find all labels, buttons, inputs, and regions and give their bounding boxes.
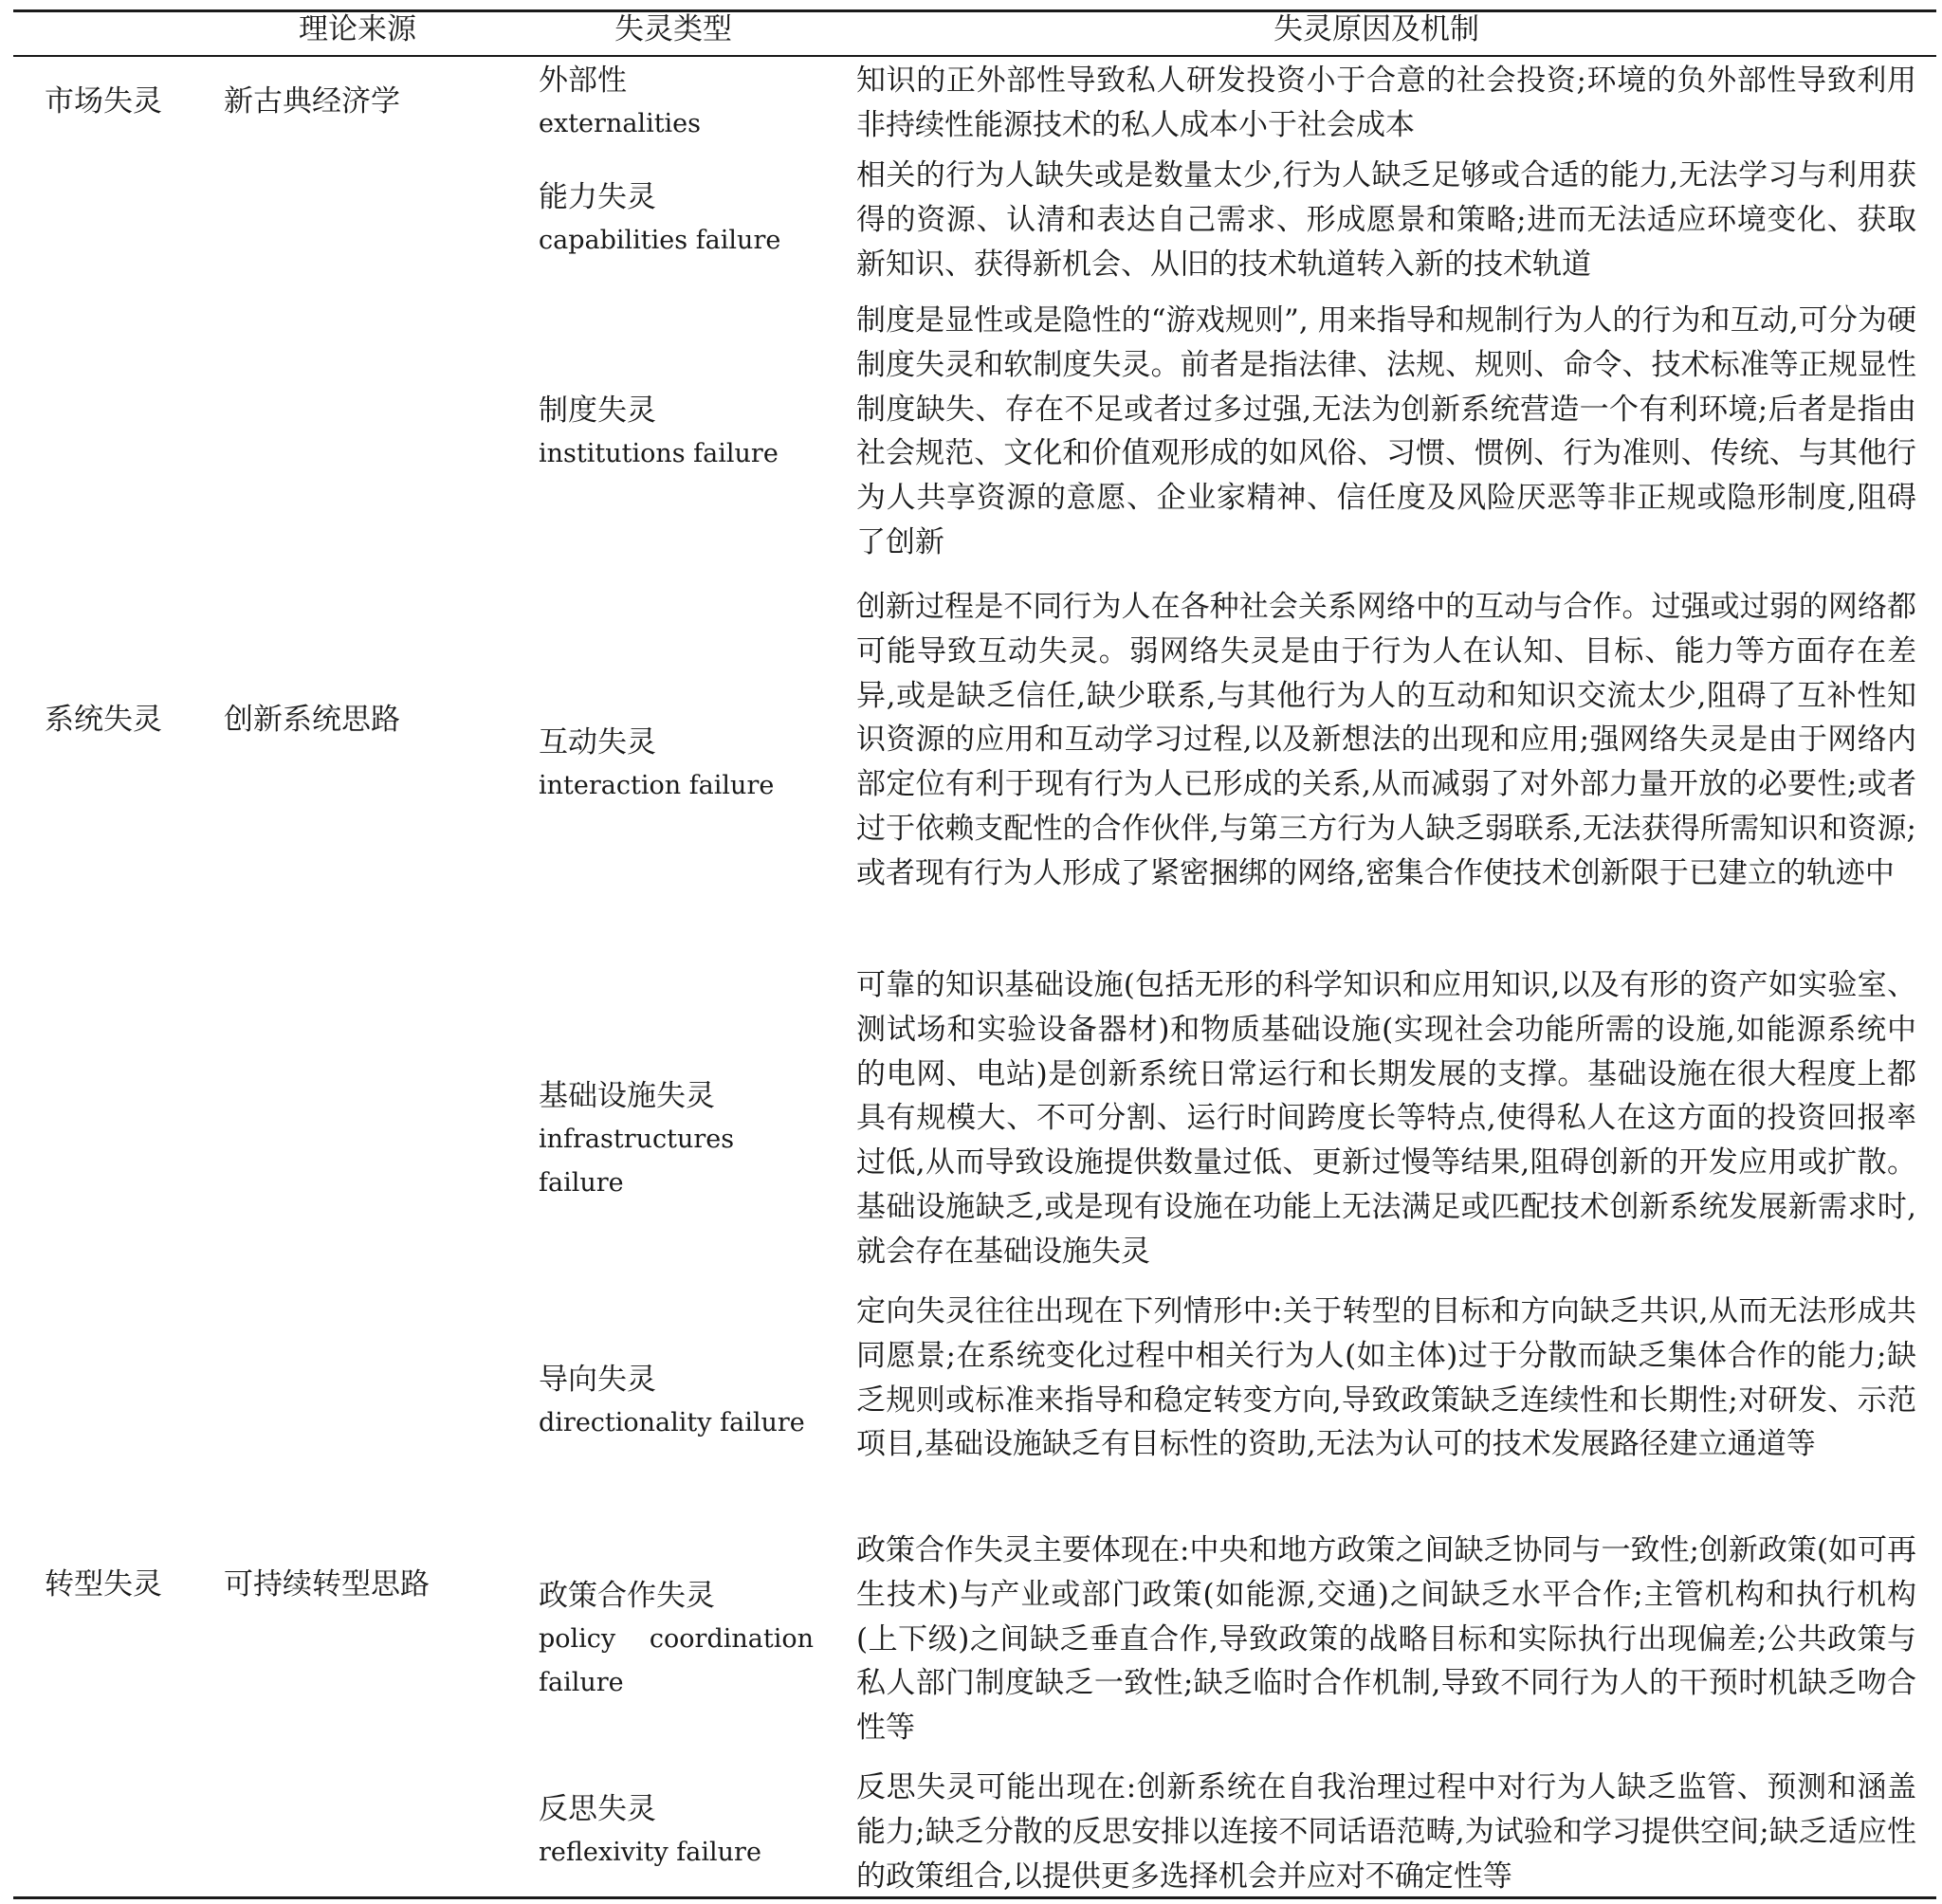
- header-type: 失灵类型: [614, 12, 732, 46]
- type-cn: 外部性: [539, 64, 627, 98]
- type-cn: 导向失灵: [539, 1363, 656, 1397]
- mechanism-cell: 知识的正外部性导致私人研发投资小于合意的社会投资;环境的负外部性导致利用非持续性能源技术的私人成本小于社会成本: [856, 64, 1916, 142]
- mechanism-cell: 定向失灵往往出现在下列情形中:关于转型的目标和方向缺乏共识,从而无法形成共同愿景;在系统变化过程中相关行为人(如主体)过于分散而缺乏集体合作的能力;缺乏规则或标准来指导和稳定转变方向,导致政策缺乏连续性和长期性;对研发、示范项目,基础设施缺乏有目标性的资助,无法为认可的技术发展路径建立通道等: [856, 1294, 1916, 1462]
- type-en: infrastructures failure: [539, 1125, 735, 1198]
- type-en: directionality failure: [539, 1408, 805, 1437]
- mechanism-cell: 可靠的知识基础设施(包括无形的科学知识和应用知识,以及有形的资产如实验室、测试场和实验设备器材)和物质基础设施(实现社会功能所需的设施,如能源系统中的电网、电站)是创新系统日常运行和长期发展的支撑。基础设施在很大程度上都具有规模大、不可分割、运行时间跨度长等特点,使得私人在这方面的投资回报率过低,从而导致设施提供数量过低、更新过慢等结果,阻碍创新的开发应用或扩散。基础设施缺乏,或是现有设施在功能上无法满足或匹配技术创新系统发展新需求时,就会存在基础设施失灵: [856, 968, 1916, 1269]
- mechanism-cell: 政策合作失灵主要体现在:中央和地方政策之间缺乏协同与一致性;创新政策(如可再生技术)与产业或部门政策(如能源,交通)之间缺乏水平合作;主管机构和执行机构(上下级)之间缺乏垂直合作,导致政策的战略目标和实际执行出现偏差;公共政策与私人部门制度缺乏一致性;缺乏临时合作机制,导致不同行为人的干预时机缺乏吻合性等: [856, 1533, 1916, 1746]
- category-transition-failure: 转型失灵: [45, 1567, 162, 1602]
- source-sustainable-transition: 可持续转型思路: [224, 1567, 430, 1602]
- table-header-rule: [13, 55, 1936, 57]
- type-cn: 制度失灵: [539, 394, 656, 428]
- type-en: reflexivity failure: [539, 1838, 761, 1867]
- source-innovation-system: 创新系统思路: [224, 703, 400, 737]
- type-cell: [539, 1787, 814, 1875]
- category-market-failure: 市场失灵: [45, 84, 162, 119]
- mechanism-cell: 制度是显性或是隐性的“游戏规则”, 用来指导和规制行为人的行为和互动,可分为硬制度失灵和软制度失灵。前者是指法律、法规、规则、命令、技术标准等正规显性制度缺失、存在不足或者过多过强,无法为创新系统营造一个有利环境;后者是指由社会规范、文化和价值观形成的如风俗、习惯、惯例、行为准则、传统、与其他行为人共享资源的意愿、企业家精神、信任度及风险厌恶等非正规或隐形制度,阻碍了创新: [856, 303, 1916, 559]
- type-cell: [539, 389, 814, 476]
- source-neoclassical: 新古典经济学: [224, 84, 400, 119]
- type-cn: 能力失灵: [539, 180, 656, 214]
- type-en: policy coordination failure: [539, 1624, 814, 1697]
- type-cell: [539, 721, 814, 808]
- type-cell: [539, 175, 814, 263]
- type-cn: 互动失灵: [539, 725, 656, 760]
- header-source: 理论来源: [299, 12, 416, 46]
- type-cn: 政策合作失灵: [539, 1579, 715, 1613]
- type-en: interaction failure: [539, 771, 775, 800]
- type-cn: 基础设施失灵: [539, 1079, 715, 1113]
- mechanism-cell: 相关的行为人缺失或是数量太少,行为人缺乏足够或合适的能力,无法学习与利用获得的资源、认清和表达自己需求、形成愿景和策略;进而无法适应环境变化、获取新知识、获得新机会、从旧的技术轨道转入新的技术轨道: [856, 158, 1916, 282]
- mechanism-cell: 反思失灵可能出现在:创新系统在自我治理过程中对行为人缺乏监管、预测和涵盖能力;缺乏分散的反思安排以连接不同话语范畴,为试验和学习提供空间;缺乏适应性的政策组合,以提供更多选择机会并应对不确定性等: [856, 1770, 1916, 1894]
- category-system-failure: 系统失灵: [45, 703, 162, 737]
- type-en: institutions failure: [539, 439, 779, 468]
- type-cn: 反思失灵: [539, 1792, 656, 1826]
- type-en: externalities: [539, 109, 702, 138]
- header-mechanism: 失灵原因及机制: [1273, 12, 1479, 46]
- type-cell: [539, 59, 814, 146]
- type-en: capabilities failure: [539, 226, 781, 255]
- type-cell: [539, 1574, 814, 1705]
- type-cell: [539, 1074, 814, 1205]
- type-cell: [539, 1358, 814, 1445]
- mechanism-cell: 创新过程是不同行为人在各种社会关系网络中的互动与合作。过强或过弱的网络都可能导致互动失灵。弱网络失灵是由于行为人在认知、目标、能力等方面存在差异,或是缺乏信任,缺少联系,与其他行为人的互动和知识交流太少,阻碍了互补性知识资源的应用和互动学习过程,以及新想法的出现和应用;强网络失灵是由于网络内部定位有利于现有行为人已形成的关系,从而减弱了对外部力量开放的必要性;或者过于依赖支配性的合作伙伴,与第三方行为人缺乏弱联系,无法获得所需知识和资源;或者现有行为人形成了紧密捆绑的网络,密集合作使技术创新限于已建立的轨迹中: [856, 590, 1916, 890]
